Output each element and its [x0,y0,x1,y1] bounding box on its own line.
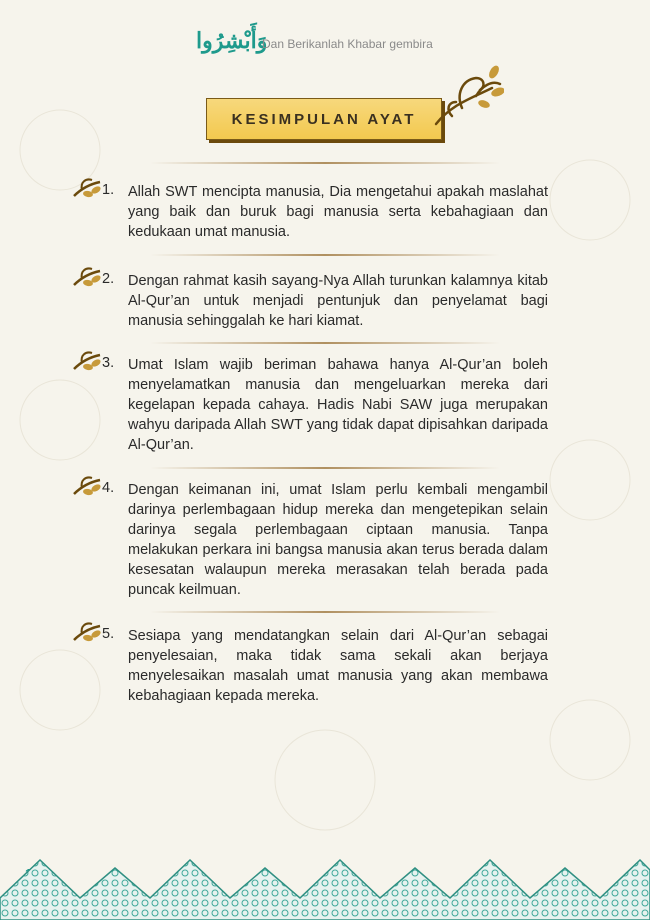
divider [150,342,500,344]
item-text: Umat Islam wajib beriman bahawa hanya Al-Qur’an boleh menyelamatkan manusia dan mengeluarkan mereka dari kegelapan kepada cahaya. Hadis Nabi SAW juga merupakan wahyu daripada Allah SWT yang tidak dapat dipisahkan daripada Al-Qur’an. [128,357,548,453]
flourish-ornament-icon [432,64,504,130]
item-text: Sesiapa yang mendatangkan selain dari Al-Qur’an sebagai penyelesaian, maka tidak sama sekali akan berjaya menyelesaikan masalah umat manusia yang akan membawa kebahagiaan kepada mereka. [128,628,548,704]
title-box [206,98,442,140]
leaf-bullet-icon [72,174,104,200]
item-text: Dengan keimanan ini, umat Islam perlu kembali mengambil darinya perlembagaan hidup mereka dan mengetepikan selain darinya segala perlembagaan ciptaan manusia. Tanpa melakukan perkara ini bangsa manusia akan terus berada dalam kesesatan walaupun mereka merasakan telah berada pada puncak keilmuan. [128,482,548,598]
leaf-bullet-icon [72,263,104,289]
item-number: 4. [102,480,115,496]
item-number: 3. [102,355,115,371]
item-number: 1. [102,182,115,198]
tagline: Dan Berikanlah Khabar gembira [262,37,433,51]
item-number: 5. [102,626,115,642]
divider [150,467,500,469]
item-text: Dengan rahmat kasih sayang-Nya Allah turunkan kalamnya kitab Al-Qur’an untuk menjadi pentunjuk dan penyelamat bagi manusia sehinggalah ke hari kiamat. [128,273,548,329]
leaf-bullet-icon [72,618,104,644]
item-number: 2. [102,271,115,287]
decorative-border-icon [0,848,650,920]
arabic-logo: وَأَبْشِرُوا [196,28,268,54]
item-text: Allah SWT mencipta manusia, Dia mengetahui apakah maslahat yang baik dan buruk bagi manusia serta kebahagiaan dan kedukaan umat manusia. [128,184,548,240]
page-title: KESIMPULAN AYAT [231,110,417,128]
divider [150,611,500,613]
leaf-bullet-icon [72,347,104,373]
leaf-bullet-icon [72,472,104,498]
divider [150,162,500,164]
header [0,28,650,58]
divider [150,254,500,256]
